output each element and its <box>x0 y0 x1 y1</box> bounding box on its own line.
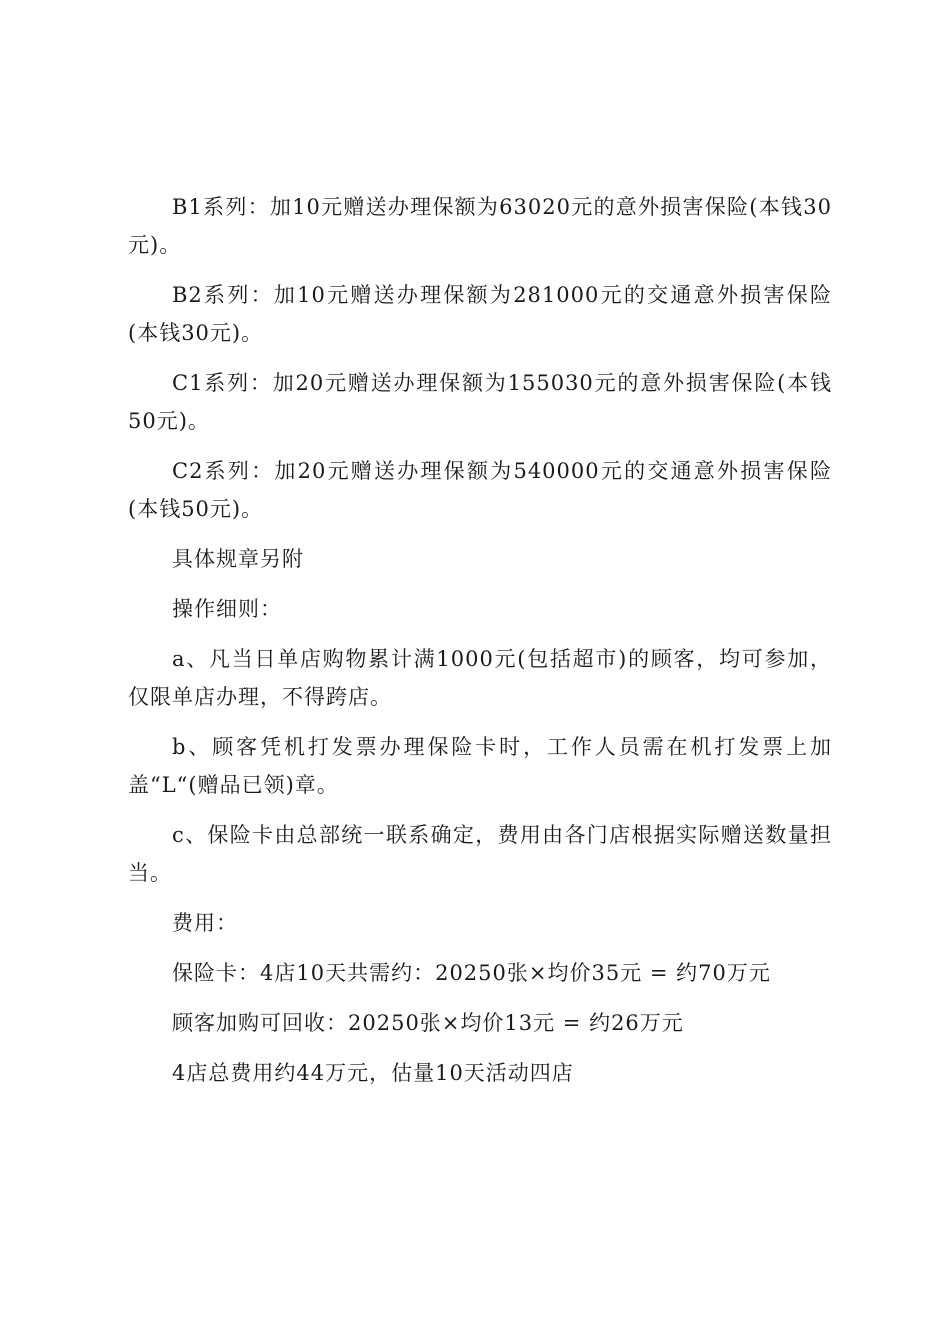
paragraph-operation-heading: 操作细则： <box>172 597 282 621</box>
paragraph-c1-series: C1系列：加20元赠送办理保额为155030元的意外损害保险(本钱50元)。 <box>128 371 832 433</box>
paragraph-c2-series: C2系列：加20元赠送办理保额为540000元的交通意外损害保险(本钱50元)。 <box>128 459 832 521</box>
paragraph-rule-c: c、保险卡由总部统一联系确定，费用由各门店根据实际赠送数量担当。 <box>128 823 832 885</box>
paragraph-cost-total: 4店总费用约44万元，估量10天活动四店 <box>172 1061 574 1085</box>
document-body <box>128 188 832 1104</box>
paragraph-b1-series: B1系列：加10元赠送办理保额为63020元的意外损害保险(本钱30元)。 <box>128 195 832 257</box>
paragraph-rule-a: a、凡当日单店购物累计满1000元(包括超市)的顾客，均可参加，仅限单店办理，不得跨店。 <box>128 647 832 709</box>
paragraph-rules-attached: 具体规章另附 <box>172 547 304 571</box>
paragraph-rule-b: b、顾客凭机打发票办理保险卡时，工作人员需在机打发票上加盖“L“(赠品已领)章。 <box>128 735 832 797</box>
paragraph-cost-heading: 费用： <box>172 911 238 935</box>
paragraph-cost-insurance-card: 保险卡：4店10天共需约：20250张×均价35元 = 约70万元 <box>172 961 771 985</box>
paragraph-b2-series: B2系列：加10元赠送办理保额为281000元的交通意外损害保险(本钱30元)。 <box>128 283 832 345</box>
paragraph-cost-recovery: 顾客加购可回收：20250张×均价13元 = 约26万元 <box>172 1011 684 1035</box>
